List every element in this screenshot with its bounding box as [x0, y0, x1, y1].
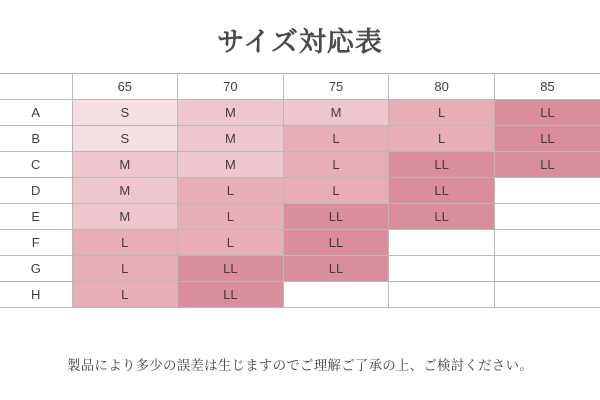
cell-E-65: M: [72, 204, 178, 230]
table-row: [0, 152, 600, 178]
cell-D-65: M: [72, 178, 178, 204]
cell-H-85: [494, 282, 600, 308]
column-header-75: 75: [283, 74, 389, 100]
cell-E-70: L: [178, 204, 284, 230]
cell-G-65: L: [72, 256, 178, 282]
cell-C-65: M: [72, 152, 178, 178]
cell-D-85: [494, 178, 600, 204]
cell-H-65: L: [72, 282, 178, 308]
cell-F-75: LL: [283, 230, 389, 256]
cell-G-80: [389, 256, 495, 282]
column-header-65: 65: [72, 74, 178, 100]
cell-A-70: M: [178, 100, 284, 126]
cell-D-75: L: [283, 178, 389, 204]
cell-A-80: L: [389, 100, 495, 126]
column-header-80: 80: [389, 74, 495, 100]
row-header-D: D: [0, 178, 72, 204]
row-header-E: E: [0, 204, 72, 230]
cell-B-80: L: [389, 126, 495, 152]
column-header-85: 85: [494, 74, 600, 100]
cell-F-65: L: [72, 230, 178, 256]
cell-H-75: [283, 282, 389, 308]
cell-F-80: [389, 230, 495, 256]
cell-F-70: L: [178, 230, 284, 256]
cell-H-80: [389, 282, 495, 308]
cell-B-75: L: [283, 126, 389, 152]
table-row: [0, 256, 600, 282]
cell-C-70: M: [178, 152, 284, 178]
cell-A-65: S: [72, 100, 178, 126]
row-header-G: G: [0, 256, 72, 282]
row-header-B: B: [0, 126, 72, 152]
cell-E-75: LL: [283, 204, 389, 230]
cell-E-85: [494, 204, 600, 230]
cell-B-70: M: [178, 126, 284, 152]
cell-D-80: LL: [389, 178, 495, 204]
table-corner-cell: [0, 74, 72, 100]
cell-G-70: LL: [178, 256, 284, 282]
table-body: [0, 100, 600, 308]
table-header-row: [0, 74, 600, 100]
table-row: [0, 230, 600, 256]
cell-B-85: LL: [494, 126, 600, 152]
cell-F-85: [494, 230, 600, 256]
page-title: サイズ対応表: [217, 27, 383, 57]
table-row: [0, 126, 600, 152]
cell-G-85: [494, 256, 600, 282]
cell-H-70: LL: [178, 282, 284, 308]
cell-A-85: LL: [494, 100, 600, 126]
size-table-container: [0, 73, 600, 308]
table-header: [0, 74, 600, 100]
table-row: [0, 100, 600, 126]
row-header-C: C: [0, 152, 72, 178]
size-table: [0, 73, 600, 308]
cell-C-80: LL: [389, 152, 495, 178]
table-row: [0, 282, 600, 308]
cell-B-65: S: [72, 126, 178, 152]
column-header-70: 70: [178, 74, 284, 100]
cell-A-75: M: [283, 100, 389, 126]
row-header-H: H: [0, 282, 72, 308]
cell-D-70: L: [178, 178, 284, 204]
disclaimer-note: 製品により多少の誤差は生じますのでご理解ご了承の上、ご検討ください。: [67, 358, 533, 373]
row-header-F: F: [0, 230, 72, 256]
table-row: [0, 204, 600, 230]
row-header-A: A: [0, 100, 72, 126]
table-row: [0, 178, 600, 204]
cell-G-75: LL: [283, 256, 389, 282]
cell-C-75: L: [283, 152, 389, 178]
cell-C-85: LL: [494, 152, 600, 178]
cell-E-80: LL: [389, 204, 495, 230]
